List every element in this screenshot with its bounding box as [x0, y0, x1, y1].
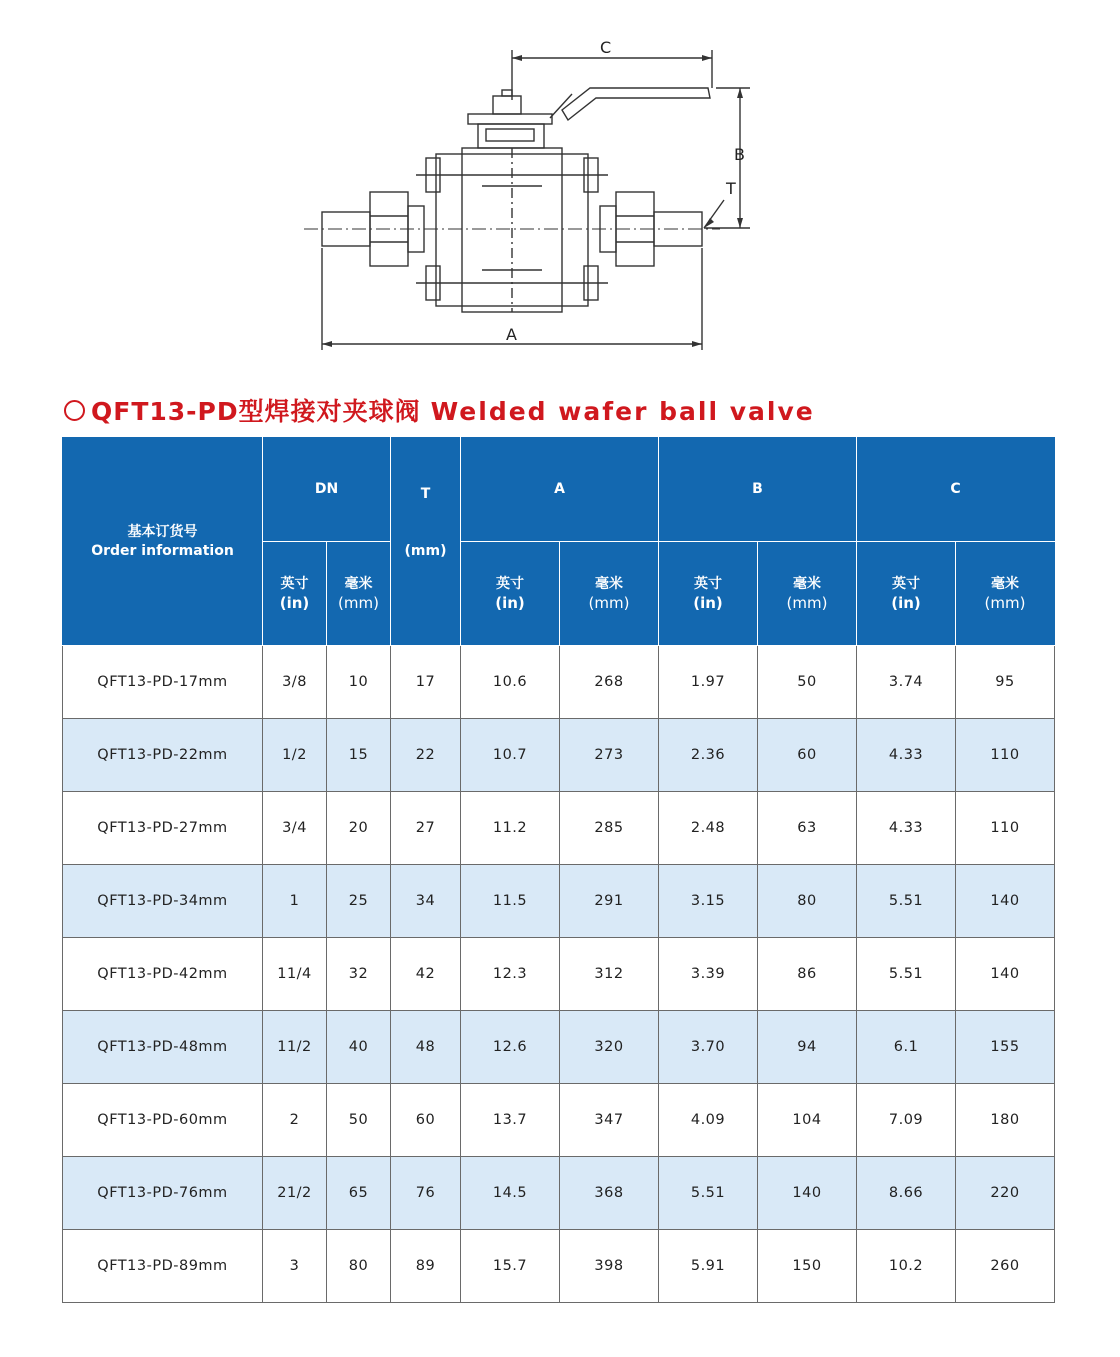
a-mm-cell: 273	[560, 719, 659, 792]
dimension-t-label: T	[726, 179, 736, 198]
b-inch-cell: 1.97	[659, 646, 758, 719]
dn-inch-cell: 11/2	[263, 1011, 327, 1084]
dn-inch-header: 英寸 (in)	[263, 542, 327, 646]
dn-mm-cell: 32	[327, 938, 391, 1011]
c-inch-cell: 4.33	[857, 719, 956, 792]
circle-icon	[64, 400, 85, 421]
order-number-cell: QFT13-PD-76mm	[63, 1157, 263, 1230]
c-inch-cell: 3.74	[857, 646, 956, 719]
dn-mm-header: 毫米 (mm)	[327, 542, 391, 646]
dn-mm-cell: 50	[327, 1084, 391, 1157]
a-mm-cell: 285	[560, 792, 659, 865]
a-inch-cell: 11.2	[461, 792, 560, 865]
b-inch-cell: 3.39	[659, 938, 758, 1011]
dn-inch-cell: 21/2	[263, 1157, 327, 1230]
b-inch-cell: 2.36	[659, 719, 758, 792]
c-inch-cell: 8.66	[857, 1157, 956, 1230]
dn-mm-cell: 20	[327, 792, 391, 865]
t-mm-cell: 27	[391, 792, 461, 865]
dn-mm-cell: 15	[327, 719, 391, 792]
b-mm-cell: 150	[758, 1230, 857, 1303]
b-mm-cell: 104	[758, 1084, 857, 1157]
c-mm-cell: 110	[956, 792, 1055, 865]
c-inch-cell: 5.51	[857, 938, 956, 1011]
dn-mm-cell: 80	[327, 1230, 391, 1303]
a-inch-cell: 11.5	[461, 865, 560, 938]
dn-mm-cell: 65	[327, 1157, 391, 1230]
order-number-cell: QFT13-PD-60mm	[63, 1084, 263, 1157]
table-row	[63, 865, 1055, 938]
c-inch-cell: 7.09	[857, 1084, 956, 1157]
a-mm-header: 毫米 (mm)	[560, 542, 659, 646]
dn-mm-cell: 40	[327, 1011, 391, 1084]
t-mm-cell: 89	[391, 1230, 461, 1303]
c-inch-cell: 4.33	[857, 792, 956, 865]
t-mm-cell: 60	[391, 1084, 461, 1157]
c-mm-cell: 110	[956, 719, 1055, 792]
table-row	[63, 938, 1055, 1011]
a-mm-cell: 312	[560, 938, 659, 1011]
c-mm-header: 毫米 (mm)	[956, 542, 1055, 646]
a-inch-header: 英寸 (in)	[461, 542, 560, 646]
a-inch-cell: 12.3	[461, 938, 560, 1011]
b-mm-cell: 86	[758, 938, 857, 1011]
c-mm-cell: 220	[956, 1157, 1055, 1230]
order-number-cell: QFT13-PD-22mm	[63, 719, 263, 792]
dn-inch-cell: 1/2	[263, 719, 327, 792]
valve-drawing	[300, 28, 760, 358]
order-info-header-cn: 基本订货号	[127, 523, 198, 540]
dn-mm-cell: 10	[327, 646, 391, 719]
a-inch-cell: 14.5	[461, 1157, 560, 1230]
b-inch-cell: 5.91	[659, 1230, 758, 1303]
a-mm-cell: 368	[560, 1157, 659, 1230]
a-mm-cell: 347	[560, 1084, 659, 1157]
dn-inch-cell: 3	[263, 1230, 327, 1303]
order-number-cell: QFT13-PD-42mm	[63, 938, 263, 1011]
a-inch-cell: 10.6	[461, 646, 560, 719]
order-number-cell: QFT13-PD-89mm	[63, 1230, 263, 1303]
dn-header: DN	[263, 438, 391, 542]
page-title	[64, 392, 815, 428]
c-mm-cell: 140	[956, 865, 1055, 938]
order-number-cell: QFT13-PD-17mm	[63, 646, 263, 719]
c-mm-cell: 260	[956, 1230, 1055, 1303]
t-mm-cell: 17	[391, 646, 461, 719]
dimension-c-label: C	[600, 38, 612, 57]
table-row	[63, 1157, 1055, 1230]
dn-inch-cell: 11/4	[263, 938, 327, 1011]
t-mm-cell: 22	[391, 719, 461, 792]
table-row	[63, 719, 1055, 792]
a-inch-cell: 15.7	[461, 1230, 560, 1303]
title-english: Welded wafer ball valve	[430, 397, 815, 426]
dn-mm-cell: 25	[327, 865, 391, 938]
c-mm-cell: 140	[956, 938, 1055, 1011]
t-mm-cell: 48	[391, 1011, 461, 1084]
b-mm-cell: 80	[758, 865, 857, 938]
c-header: C	[857, 438, 1055, 542]
t-mm-cell: 76	[391, 1157, 461, 1230]
table-row	[63, 1230, 1055, 1303]
c-mm-cell: 95	[956, 646, 1055, 719]
order-number-cell: QFT13-PD-48mm	[63, 1011, 263, 1084]
t-mm-cell: 42	[391, 938, 461, 1011]
b-inch-header: 英寸 (in)	[659, 542, 758, 646]
dn-inch-cell: 1	[263, 865, 327, 938]
c-inch-header: 英寸 (in)	[857, 542, 956, 646]
a-mm-cell: 291	[560, 865, 659, 938]
table-row	[63, 792, 1055, 865]
b-mm-cell: 60	[758, 719, 857, 792]
b-inch-cell: 4.09	[659, 1084, 758, 1157]
b-mm-cell: 50	[758, 646, 857, 719]
b-mm-cell: 140	[758, 1157, 857, 1230]
b-inch-cell: 3.15	[659, 865, 758, 938]
table-row	[63, 646, 1055, 719]
b-header: B	[659, 438, 857, 542]
t-header	[391, 438, 461, 646]
order-info-header-en: Order information	[91, 542, 234, 559]
c-inch-cell: 6.1	[857, 1011, 956, 1084]
b-inch-cell: 5.51	[659, 1157, 758, 1230]
c-mm-cell: 155	[956, 1011, 1055, 1084]
title-chinese: QFT13-PD型焊接对夹球阀	[91, 397, 421, 426]
a-mm-cell: 398	[560, 1230, 659, 1303]
dn-inch-cell: 3/8	[263, 646, 327, 719]
b-inch-cell: 3.70	[659, 1011, 758, 1084]
c-inch-cell: 10.2	[857, 1230, 956, 1303]
b-mm-cell: 94	[758, 1011, 857, 1084]
a-mm-cell: 268	[560, 646, 659, 719]
a-mm-cell: 320	[560, 1011, 659, 1084]
dimension-b-label: B	[734, 145, 745, 164]
order-number-cell: QFT13-PD-34mm	[63, 865, 263, 938]
a-inch-cell: 12.6	[461, 1011, 560, 1084]
a-inch-cell: 13.7	[461, 1084, 560, 1157]
t-header-label: T	[420, 485, 431, 502]
t-mm-cell: 34	[391, 865, 461, 938]
dn-inch-cell: 2	[263, 1084, 327, 1157]
dn-inch-cell: 3/4	[263, 792, 327, 865]
b-inch-cell: 2.48	[659, 792, 758, 865]
table-row	[63, 1084, 1055, 1157]
c-inch-cell: 5.51	[857, 865, 956, 938]
dimension-a-label: A	[506, 325, 517, 344]
order-number-cell: QFT13-PD-27mm	[63, 792, 263, 865]
b-mm-header: 毫米 (mm)	[758, 542, 857, 646]
order-info-header	[63, 438, 263, 646]
c-mm-cell: 180	[956, 1084, 1055, 1157]
t-header-unit: (mm)	[404, 542, 447, 559]
a-inch-cell: 10.7	[461, 719, 560, 792]
table-row	[63, 1011, 1055, 1084]
b-mm-cell: 63	[758, 792, 857, 865]
a-header: A	[461, 438, 659, 542]
spec-table	[62, 437, 1055, 1303]
